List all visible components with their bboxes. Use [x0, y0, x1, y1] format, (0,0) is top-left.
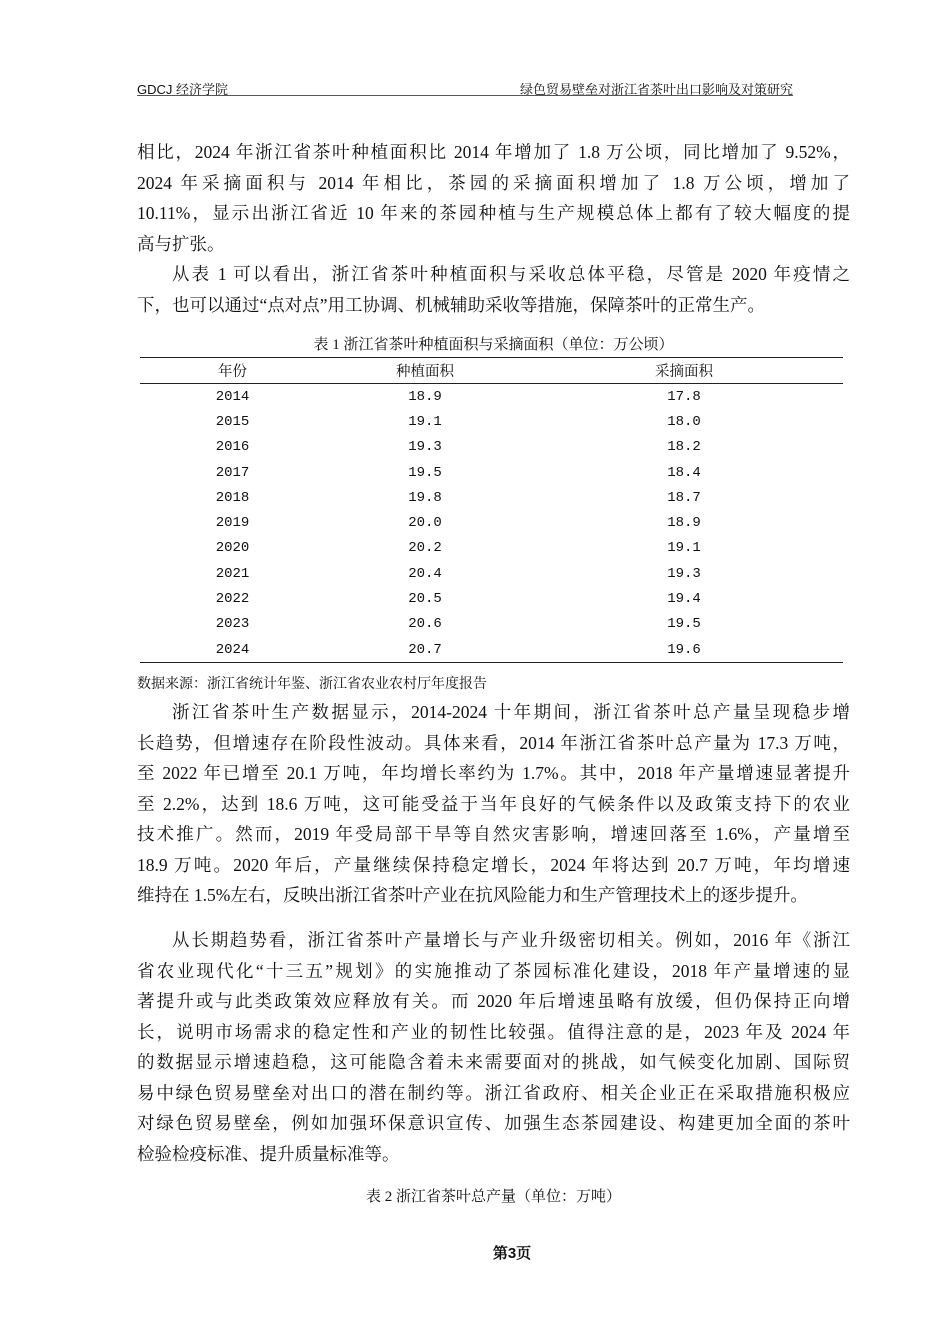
text-line: 的数据显示增速趋稳，这可能隐含着未来需要面对的挑战，如气候变化加剧、国际贸 — [137, 1052, 850, 1072]
table-cell: 19.5 — [667, 616, 701, 633]
table-row — [140, 561, 843, 586]
table-cell: 2017 — [215, 464, 250, 481]
table-cell: 18.2 — [667, 439, 701, 456]
table-row — [140, 536, 843, 561]
table-row — [140, 485, 843, 510]
table-cell: 18.7 — [667, 489, 701, 506]
table-cell: 2024 — [140, 637, 325, 663]
text-line: 对绿色贸易壁垒，例如加强环保意识宣传、加强生态茶园建设、构建更加全面的茶叶 — [137, 1113, 850, 1133]
column-header: 种植面积 — [325, 358, 525, 384]
table-cell: 20.4 — [408, 565, 442, 582]
table-row — [140, 384, 843, 410]
column-header: 年份 — [140, 358, 325, 384]
table-cell: 20.0 — [408, 515, 442, 532]
paragraph-2 — [137, 259, 850, 320]
text-line: 长趋势，但增速存在阶段性波动。具体来看，2014 年浙江省茶叶总产量为 17.3 万吨， — [137, 732, 850, 753]
table-cell: 19.6 — [525, 637, 843, 663]
table1 — [140, 357, 843, 663]
table-cell: 2014 — [215, 388, 250, 405]
text-line: 下，也可以通过“点对点”用工协调、机械辅助采收等措施，保障茶叶的正常生产。 — [137, 294, 766, 315]
table-cell: 20.2 — [408, 540, 442, 557]
text-line: 浙江省茶叶生产数据显示，2014-2024 十年期间，浙江省茶叶总产量呈现稳步增 — [172, 702, 850, 722]
table-cell: 19.4 — [667, 591, 701, 608]
table-cell: 18.9 — [667, 515, 701, 532]
table-cell: 19.8 — [408, 489, 442, 506]
header-left: GDCJ 经济学院 — [137, 82, 229, 97]
text-line: 相比，2024 年浙江省茶叶种植面积比 2014 年增加了 1.8 万公顷，同比增加了 9.52%， — [137, 142, 850, 162]
table-cell: 2015 — [215, 413, 250, 430]
text-line: 维持在 1.5%左右，反映出浙江省茶叶产业在抗风险能力和生产管理技术上的逐步提升。 — [137, 885, 808, 905]
table-cell: 2021 — [215, 565, 250, 582]
text-line: 至 2.2%，达到 18.6 万吨，这可能受益于当年良好的气候条件以及政策支持下的农业 — [137, 793, 850, 814]
table-cell: 2023 — [215, 616, 250, 633]
table-cell: 19.1 — [408, 413, 442, 430]
text-line: 10.11%，显示出浙江省近 10 年来的茶园种植与生产规模总体上都有了较大幅度的提 — [137, 203, 850, 223]
text-line: 省农业现代化“十三五”规划》的实施推动了茶园标准化建设，2018 年产量增速的显 — [137, 960, 850, 981]
page-number: 第3页 — [492, 1245, 532, 1262]
table-cell: 19.3 — [408, 439, 442, 456]
table-cell: 2018 — [215, 489, 250, 506]
table-row — [140, 612, 843, 637]
table-row — [140, 460, 843, 485]
table-cell: 20.5 — [408, 591, 442, 608]
table-row — [140, 435, 843, 460]
text-line: 易中绿色贸易壁垒对出口的潜在制约等。浙江省政府、相关企业正在采取措施积极应 — [137, 1082, 850, 1103]
table-cell: 2022 — [215, 591, 250, 608]
table-cell: 2020 — [215, 540, 250, 557]
table-row — [140, 409, 843, 434]
text-line: 检验检疫标准、提升质量标准等。 — [137, 1143, 400, 1164]
text-line: 2024 年采摘面积与 2014 年相比，茶园的采摘面积增加了 1.8 万公顷，增加了 — [137, 172, 850, 193]
paragraph-4 — [137, 925, 850, 1169]
header-right: 绿色贸易壁垒对浙江省茶叶出口影响及对策研究 — [519, 82, 793, 97]
table-cell: 19.1 — [667, 540, 701, 557]
page-header — [137, 79, 793, 96]
table-cell: 18.4 — [667, 464, 701, 481]
paragraph-1 — [137, 137, 850, 259]
table2-caption: 表 2 浙江省茶叶总产量（单位：万吨） — [365, 1189, 621, 1205]
text-line: 至 2022 年已增至 20.1 万吨，年均增长率约为 1.7%。其中，2018 年产量增速显著提升 — [137, 763, 850, 783]
text-line: 18.9 万吨。2020 年后，产量继续保持稳定增长，2024 年将达到 20.7 万吨，年均增速 — [137, 854, 850, 875]
table-header-row — [140, 358, 843, 384]
text-line: 从表 1 可以看出，浙江省茶叶种植面积与采收总体平稳，尽管是 2020 年疫情之 — [172, 264, 850, 284]
text-line: 技术推广。然而，2019 年受局部干旱等自然灾害影响，增速回落至 1.6%，产量增至 — [137, 824, 850, 844]
table-cell: 2016 — [215, 439, 250, 456]
text-line: 从长期趋势看，浙江省茶叶产量增长与产业升级密切相关。例如，2016 年《浙江 — [172, 930, 850, 950]
table1-caption: 表 1 浙江省茶叶种植面积与采摘面积（单位：万公顷） — [313, 337, 674, 353]
table1-source: 数据来源：浙江省统计年鉴、浙江省农业农村厅年度报告 — [137, 677, 487, 692]
text-line: 高与扩张。 — [137, 233, 225, 254]
text-line: 著提升或与此类政策效应释放有关。而 2020 年后增速虽略有放缓，但仍保持正向增 — [137, 991, 850, 1011]
table-row — [140, 637, 843, 663]
table-cell: 20.7 — [325, 637, 525, 663]
column-header: 采摘面积 — [525, 358, 843, 384]
paragraph-3 — [137, 697, 850, 911]
table-cell: 18.9 — [408, 388, 442, 405]
table-row — [140, 586, 843, 611]
table-row — [140, 510, 843, 535]
text-line: 长，说明市场需求的稳定性和产业的韧性比较强。值得注意的是，2023 年及 2024 年 — [137, 1021, 850, 1042]
table-cell: 17.8 — [667, 388, 701, 405]
table-cell: 20.6 — [408, 616, 442, 633]
table-cell: 18.0 — [667, 413, 701, 430]
table-cell: 2019 — [215, 515, 250, 532]
table-cell: 19.5 — [408, 464, 442, 481]
table-cell: 19.3 — [667, 565, 701, 582]
